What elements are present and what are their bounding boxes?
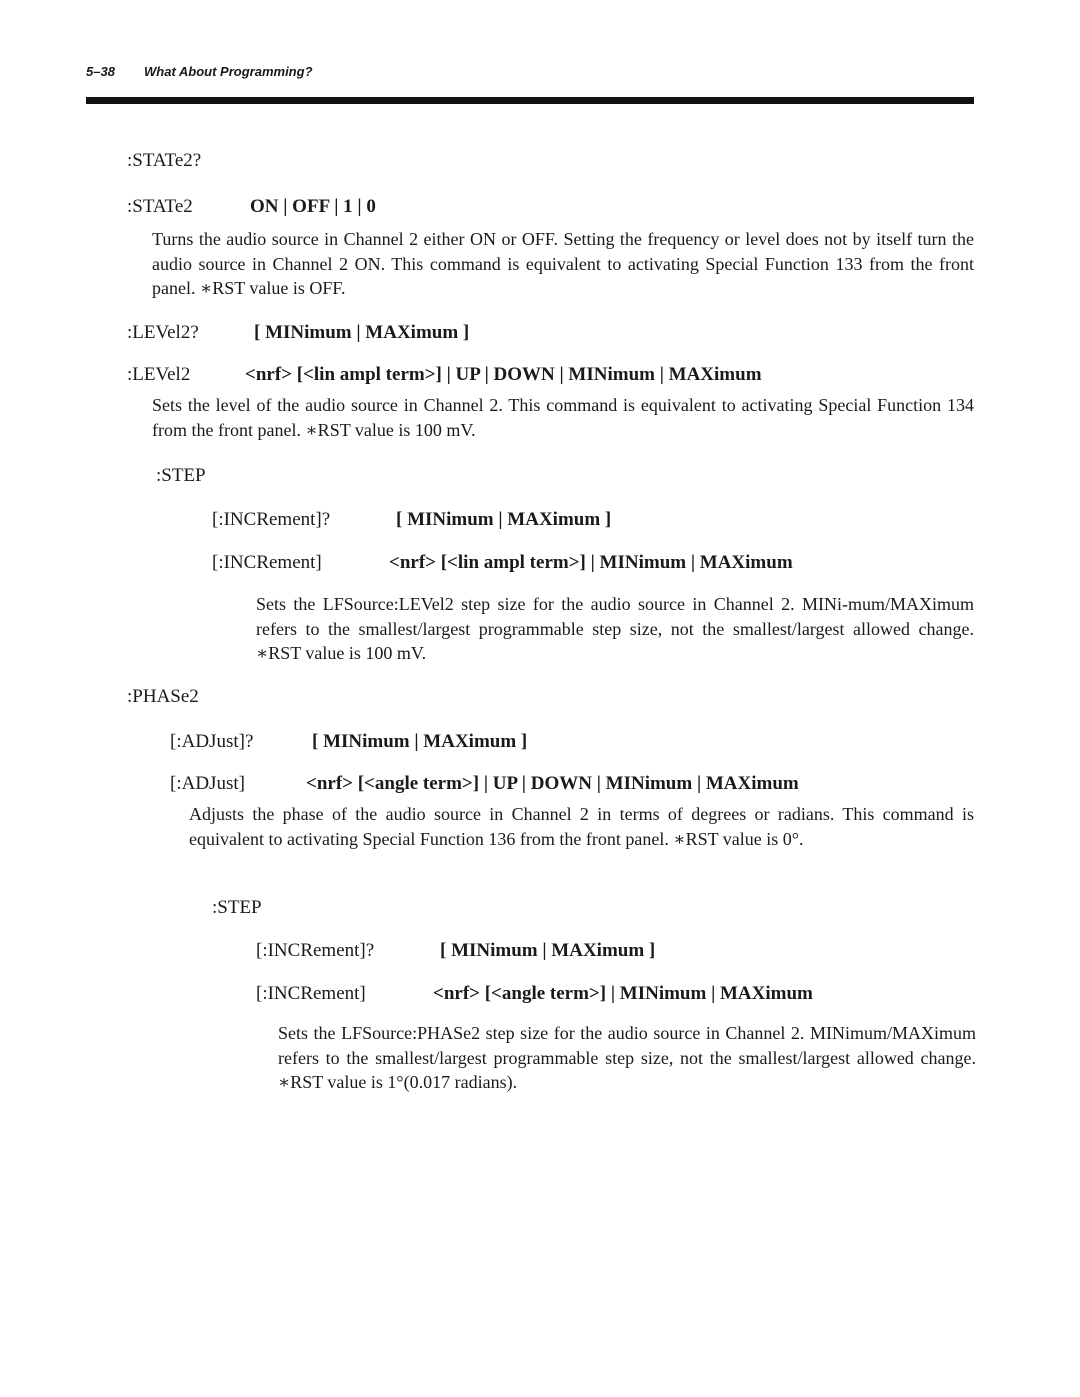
phase2-description: Adjusts the phase of the audio source in Channel 2 in terms of degrees or radians. This command is equivalent to activating Special Function 136 from the front panel. ∗RST value is 0°. xyxy=(189,804,974,849)
cmd-level2-step-incr xyxy=(212,552,793,574)
cmd-keyword: :LEVel2? xyxy=(127,322,199,343)
cmd-phase2-step xyxy=(212,897,262,919)
cmd-level2-step-incr-query xyxy=(212,509,611,531)
cmd-args: <nrf> [<lin ampl term>] | MINimum | MAXimum xyxy=(389,552,793,573)
cmd-keyword: :STEP xyxy=(212,897,262,918)
cmd-keyword: [:INCRement] xyxy=(212,552,322,573)
cmd-args: [ MINimum | MAXimum ] xyxy=(312,731,528,752)
cmd-keyword: [:INCRement] xyxy=(256,983,366,1004)
level2-step-description: Sets the LFSource:LEVel2 step size for the audio source in Channel 2. MINi-mum/MAXimum refers to the smallest/largest programmable step size, not the smallest/largest allowed change. ∗RST value is 100 mV. xyxy=(256,594,974,663)
cmd-keyword: :STATe2? xyxy=(127,150,202,171)
page-header xyxy=(86,64,313,79)
cmd-keyword: :LEVel2 xyxy=(127,364,191,385)
cmd-state2 xyxy=(127,196,376,218)
cmd-phase2-adjust xyxy=(170,773,799,795)
cmd-args: <nrf> [<angle term>] | MINimum | MAXimum xyxy=(433,983,813,1004)
cmd-state2-query xyxy=(127,150,201,172)
header-rule xyxy=(86,97,974,104)
cmd-level2 xyxy=(127,364,762,386)
cmd-args: <nrf> [<lin ampl term>] | UP | DOWN | MINimum | MAXimum xyxy=(245,364,762,385)
cmd-keyword: :STEP xyxy=(156,465,206,486)
page-number: 5–38 xyxy=(86,64,115,79)
cmd-phase2-step-incr-query xyxy=(256,940,655,962)
cmd-phase2-adjust-query xyxy=(170,731,527,753)
cmd-args: <nrf> [<angle term>] | UP | DOWN | MINimum | MAXimum xyxy=(306,773,799,794)
level2-description: Sets the level of the audio source in Channel 2. This command is equivalent to activating Special Function 134 from the front panel. ∗RST value is 100 mV. xyxy=(152,395,974,440)
cmd-args: [ MINimum | MAXimum ] xyxy=(440,940,656,961)
state2-description: Turns the audio source in Channel 2 either ON or OFF. Setting the frequency or level does not by itself turn the audio source in Channel 2 ON. This command is equivalent to activating Special Function 133 from the front panel. ∗RST value is OFF. xyxy=(152,229,974,298)
cmd-level2-query xyxy=(127,322,469,344)
cmd-keyword: [:INCRement]? xyxy=(212,509,331,530)
cmd-keyword: [:ADJust]? xyxy=(170,731,254,752)
cmd-keyword: [:INCRement]? xyxy=(256,940,375,961)
cmd-args: [ MINimum | MAXimum ] xyxy=(396,509,612,530)
phase2-step-description: Sets the LFSource:PHASe2 step size for the audio source in Channel 2. MINimum/MAXimum refers to the smallest/largest programmable step size, not the smallest/largest allowed change. ∗RST value is 1°(0.017 radians). xyxy=(278,1023,976,1092)
cmd-keyword: :PHASe2 xyxy=(127,686,199,707)
cmd-phase2 xyxy=(127,686,199,708)
cmd-level2-step xyxy=(156,465,206,487)
cmd-phase2-step-incr xyxy=(256,983,813,1005)
section-title: What About Programming? xyxy=(144,64,313,79)
cmd-keyword: :STATe2 xyxy=(127,196,193,217)
cmd-args: ON | OFF | 1 | 0 xyxy=(250,196,376,217)
cmd-keyword: [:ADJust] xyxy=(170,773,245,794)
cmd-args: [ MINimum | MAXimum ] xyxy=(254,322,470,343)
